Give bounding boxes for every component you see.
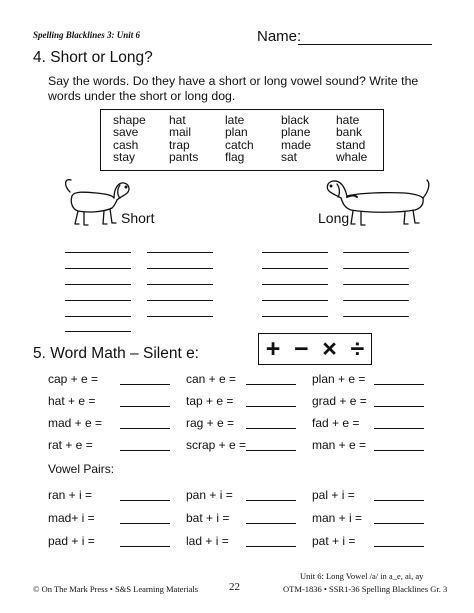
vowel-pair-equation: pal + i =	[312, 488, 355, 502]
word-math-equation: mad + e =	[48, 416, 103, 430]
plus-icon: +	[265, 334, 281, 363]
answer-line	[343, 300, 409, 301]
answer-line	[374, 428, 424, 429]
word: mail	[169, 125, 192, 140]
answer-line	[343, 252, 409, 253]
answer-line	[262, 300, 328, 301]
word-math-equation: scrap + e =	[186, 438, 247, 452]
answer-line	[246, 450, 296, 451]
word-column-4	[281, 114, 311, 164]
answer-line	[120, 523, 170, 524]
word-math-equation: tap + e =	[186, 394, 234, 408]
answer-line	[65, 316, 131, 317]
word-math-equation: cap + e =	[48, 372, 99, 386]
word: plane	[281, 125, 311, 140]
word: cash	[113, 137, 139, 152]
word: black	[281, 113, 310, 127]
word: save	[113, 125, 139, 140]
vowel-pair-equation: mad+ i =	[48, 511, 95, 525]
divide-icon: ÷	[350, 334, 365, 363]
vowel-pair-equation: pan + i =	[186, 488, 233, 502]
footer-publisher: © On The Mark Press • S&S Learning Materials	[33, 584, 199, 594]
answer-line	[374, 450, 424, 451]
answer-line	[120, 500, 170, 501]
answer-line	[65, 284, 131, 285]
answer-line	[262, 284, 328, 285]
section-4-instructions: Say the words. Do they have a short or long vowel sound? Write the words under the short or long dog.	[48, 74, 419, 103]
word-math-equation: fad + e =	[312, 416, 360, 430]
answer-line	[147, 316, 213, 317]
answer-line	[120, 546, 170, 547]
vowel-pair-equation: ran + i =	[48, 488, 93, 502]
answer-line	[147, 284, 213, 285]
word-math-equation: man + e =	[312, 438, 367, 452]
answer-line	[120, 406, 170, 407]
answer-line	[246, 428, 296, 429]
math-operators-box	[258, 333, 372, 365]
word: hate	[336, 113, 360, 127]
word: shape	[113, 113, 146, 127]
answer-line	[374, 523, 424, 524]
word-math-equation: can + e =	[186, 372, 237, 386]
answer-line	[120, 450, 170, 451]
word-math-equation: plan + e =	[312, 372, 366, 386]
answer-line	[65, 331, 131, 332]
word: hat	[169, 113, 186, 127]
word-math-equation: rag + e =	[186, 416, 235, 430]
answer-line	[65, 252, 131, 253]
section-5-title: 5. Word Math – Silent e:	[33, 345, 199, 362]
word: bank	[336, 125, 363, 140]
word: catch	[225, 137, 254, 152]
footer-unit: Unit 6: Long Vowel /a/ in a_e, ai, ay	[300, 571, 424, 581]
vowel-pair-equation: pad + i =	[48, 534, 95, 548]
times-icon: ×	[322, 334, 337, 363]
answer-line	[246, 406, 296, 407]
page-number: 22	[229, 581, 240, 593]
answer-line	[120, 428, 170, 429]
minus-icon: −	[294, 334, 309, 363]
answer-line	[246, 500, 296, 501]
answer-line	[246, 523, 296, 524]
word-column-3	[225, 114, 254, 164]
answer-line	[246, 384, 296, 385]
word-math-equation: grad + e =	[312, 394, 367, 408]
word: whale	[336, 150, 368, 165]
word: plan	[225, 125, 248, 140]
footer-catalog: OTM-1836 • SSR1-36 Spelling Blacklines Gr. 3	[283, 584, 448, 594]
word-column-2	[169, 114, 198, 164]
answer-line	[147, 252, 213, 253]
word-box	[100, 109, 384, 171]
word: stay	[113, 150, 136, 165]
short-label: Short	[121, 210, 155, 226]
answer-line	[65, 268, 131, 269]
word-column-1	[113, 114, 146, 164]
answer-line	[262, 316, 328, 317]
name-line	[298, 44, 432, 45]
long-label: Long	[318, 210, 350, 226]
name-label: Name:	[257, 28, 302, 45]
answer-line	[65, 300, 131, 301]
word: trap	[169, 137, 190, 152]
worksheet-label: Spelling Blacklines 3: Unit 6	[33, 30, 141, 40]
answer-line	[120, 384, 170, 385]
word-math-equation: hat + e =	[48, 394, 96, 408]
vowel-pair-equation: man + i =	[312, 511, 363, 525]
vowel-pairs-label: Vowel Pairs:	[48, 462, 115, 476]
word: flag	[225, 150, 245, 165]
vowel-pair-equation: bat + i =	[186, 511, 230, 525]
answer-line	[262, 268, 328, 269]
answer-line	[262, 252, 328, 253]
answer-line	[343, 268, 409, 269]
word: pants	[169, 150, 199, 165]
answer-line	[343, 284, 409, 285]
word: made	[281, 137, 312, 152]
answer-line	[343, 316, 409, 317]
word-math-equation: rat + e =	[48, 438, 93, 452]
word: stand	[336, 137, 366, 152]
word: late	[225, 113, 245, 127]
answer-line	[374, 500, 424, 501]
word-column-5	[336, 114, 367, 164]
answer-line	[147, 268, 213, 269]
answer-line	[246, 546, 296, 547]
answer-line	[374, 384, 424, 385]
answer-line	[374, 406, 424, 407]
word: sat	[281, 150, 298, 165]
vowel-pair-equation: pat + i =	[312, 534, 356, 548]
answer-line	[374, 546, 424, 547]
section-4-title: 4. Short or Long?	[33, 49, 153, 66]
answer-line	[147, 300, 213, 301]
vowel-pair-equation: lad + i =	[186, 534, 229, 548]
